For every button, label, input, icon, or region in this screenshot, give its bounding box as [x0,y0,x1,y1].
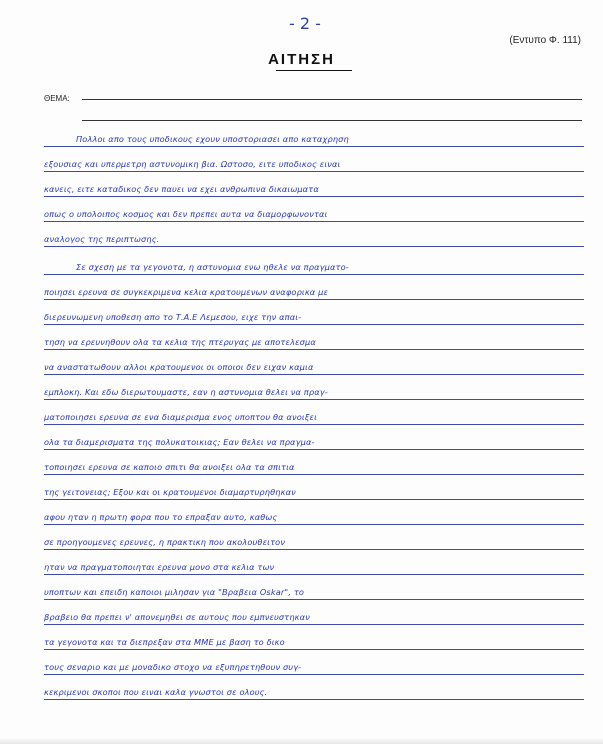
handwritten-line: κεκριμενοι σκοποι που ειναι καλα γνωστοι σε ολους. [44,687,268,697]
form-code: (Εντυπο Φ. 111) [509,35,581,46]
document-title: ΑΙΤΗΣΗ [268,51,335,68]
handwritten-line: διερευνωμενη υποθεση απο το Τ.Α.Ε Λεμεσου, ειχε την απαι- [44,312,302,322]
writing-guide-line [44,524,584,525]
handwritten-line: τα γεγονοτα και τα διεπρεξαν στα ΜΜΕ με βαση το δικο [44,637,285,647]
handwritten-line: Πολλοι απο τους υποδικους εχουν υποστοριασει απο καταχρηση [76,134,349,144]
handwritten-line: τοποιησει ερευνα σε καποιο σπιτι θα ανοιξει ολα τα σπιτια [44,462,295,472]
writing-guide-line [44,549,584,550]
writing-guide-line [44,649,584,650]
handwritten-line: ματοποιησει ερευνα σε ενα διαμερισμα ενος υποπτου θα ανοιξει [44,412,318,422]
subject-label: ΘΕΜΑ: [44,94,70,103]
writing-guide-line [44,374,584,375]
page-number: - 2 - [289,14,321,33]
writing-guide-line [44,574,584,575]
writing-guide-line [44,171,584,172]
handwritten-line: ποιησει ερευνα σε συγκεκριμενα κελια κρατουμενων αναφορικα με [44,287,329,297]
handwritten-line: να αναστατωθουν αλλοι κρατουμενοι οι οποιοι δεν ειχαν καμια [44,362,314,372]
writing-guide-line [44,274,584,275]
handwritten-line: ολα τα διαμερισματα της πολυκατοικιας; Εαν θελει να πραγμα- [44,437,315,447]
handwritten-line: αναλογος της περιπτωσης. [44,234,160,244]
writing-guide-line [44,146,584,147]
writing-guide-line [44,599,584,600]
writing-guide-line [44,221,584,222]
handwritten-line: αφου ηταν η πρωτη φορα που το επραξαν αυτο, καθως [44,512,278,522]
handwritten-line: Σε σχεση με τα γεγονοτα, η αστυνομια ενω ηθελε να πραγματο- [76,262,349,272]
writing-guide-line [44,624,584,625]
writing-guide-line [44,324,584,325]
page-edge [0,738,603,744]
writing-guide-line [44,246,584,247]
handwritten-line: εμπλοκη. Και εδω διερωτουμαστε, εαν η αστυνομια θελει να πραγ- [44,387,328,397]
handwritten-line: τηση να ερευνηθουν ολα τα κελια της πτερυγας με αποτελεσμα [44,337,316,347]
handwritten-line: της γειτονειας; Εξου και οι κρατουμενοι διαμαρτυρηθηκαν [44,487,296,497]
title-underline [276,70,352,71]
writing-guide-line [44,499,584,500]
writing-guide-line [44,424,584,425]
writing-guide-line [44,349,584,350]
handwritten-line: τους σεναριο και με μοναδικο στοχο να εξυπηρετηθουν συγ- [44,662,302,672]
handwritten-line: οπως ο υπολοιπος κοσμος και δεν πρεπει αυτα να διαμορφωνονται [44,209,328,219]
handwritten-line: κανεις, ειτε καταδικος δεν παυει να εχει ανθρωπινα δικαιωματα [44,184,319,194]
writing-guide-line [44,299,584,300]
writing-guide-line [44,674,584,675]
handwritten-line: υποπτων και επειδη καποιοι μιλησαν για "Βραβεια Oskar", το [44,587,305,597]
writing-guide-line [44,399,584,400]
handwritten-line: σε προηγουμενες ερευνες, η πρακτικη που ακολουθειτον [44,537,286,547]
writing-guide-line [44,474,584,475]
subject-line-1 [82,99,582,100]
handwritten-line: ηταν να πραγματοποιηται ερευνα μονο στα κελια των [44,562,275,572]
writing-guide-line [44,699,584,700]
writing-guide-line [44,196,584,197]
handwritten-line: εξουσιας και υπερμετρη αστυνομικη βια. Ωστοσο, ειτε υποδικος ειναι [44,159,341,169]
writing-guide-line [44,449,584,450]
handwritten-line: βραβειο θα πρεπει ν' απονεμηθει σε αυτους που εμπνευστηκαν [44,612,310,622]
subject-line-2 [82,120,582,121]
